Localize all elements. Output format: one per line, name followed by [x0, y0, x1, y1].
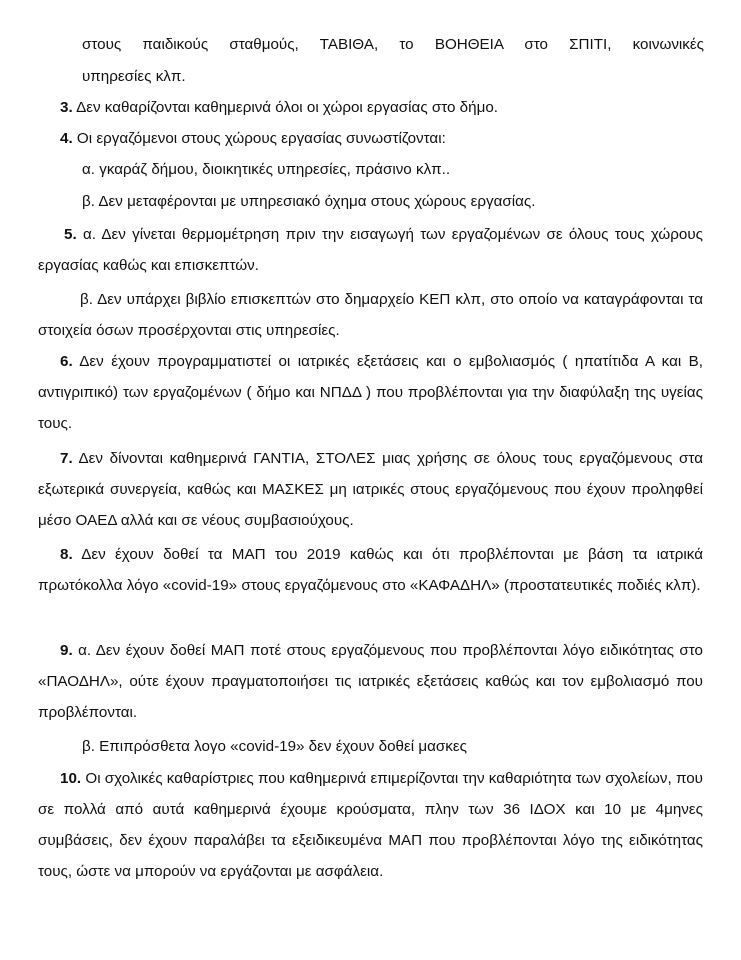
paragraph-6-text: Δεν έχουν προγραμματιστεί οι ιατρικές εξετάσεις και ο εμβολιασμός ( ηπατίτιδα Α και Β, αντιγριπικό) των εργαζομένων ( δήμο και ΝΠΔΔ ) που προβλέπονται για την διαφύλαξη της υγείας τους.	[38, 353, 703, 432]
paragraph-3-number: 3.	[60, 99, 73, 116]
paragraph-7-text: Δεν δίνονται καθημερινά ΓΑΝΤΙΑ, ΣΤΟΛΕΣ μιας χρήσης σε όλους τους εργαζόμενους στα εξωτερικά συνεργεία, καθώς και ΜΑΣΚΕΣ μη ιατρικές στους εργαζόμενους που έχουν προληφθεί μέσο ΟΑΕΔ αλλά και σε νέους συμβασιούχους.	[38, 450, 703, 529]
paragraph-3-text: Δεν καθαρίζονται καθημερινά όλοι οι χώροι εργασίας στο δήμο.	[76, 99, 499, 116]
paragraph-5-item-a	[38, 219, 703, 281]
paragraph-9-item-a	[38, 635, 703, 728]
paragraph-4	[60, 123, 446, 154]
paragraph-9-item-a-text: α. Δεν έχουν δοθεί ΜΑΠ ποτέ στους εργαζόμενους που προβλέπονται λόγο ειδικότητας στο «ΠΑΟΔΗΛ», ούτε έχουν πραγματοποιήσει τις ιατρικές εξετάσεις καθώς και τον εμβολιασμό που προβλέπονται.	[38, 642, 703, 721]
paragraph-8-text: Δεν έχουν δοθεί τα ΜΑΠ του 2019 καθώς και ότι προβλέπονται με βάση τα ιατρικά πρωτόκολλα λόγο «covid-19» στους εργαζόμενους στο «ΚΑΦΑΔΗΛ» (προστατευτικές ποδιές κλπ).	[38, 546, 703, 594]
paragraph-2-line-2: υπηρεσίες κλπ.	[82, 68, 186, 85]
paragraph-6	[38, 346, 703, 439]
paragraph-9-item-b: β. Επιπρόσθετα λογο «covid-19» δεν έχουν δοθεί μασκες	[82, 738, 467, 755]
paragraph-2-continuation	[82, 29, 704, 60]
paragraph-10	[38, 763, 703, 887]
paragraph-7	[38, 443, 703, 536]
paragraph-3	[60, 92, 498, 123]
paragraph-4-number: 4.	[60, 130, 73, 147]
paragraph-4-item-a: α. γκαράζ δήμου, διοικητικές υπηρεσίες, πράσινο κλπ..	[82, 161, 451, 178]
paragraph-6-number: 6.	[60, 353, 73, 370]
paragraph-4-text: Οι εργαζόμενοι στους χώρους εργασίας συνωστίζονται:	[76, 130, 446, 147]
paragraph-7-number: 7.	[60, 450, 73, 467]
paragraph-2-line-1: στους παιδικούς σταθμούς, ΤΑΒΙΘΑ, το ΒΟΗΘΕΙΑ στο ΣΠΙΤΙ, κοινωνικές	[82, 36, 704, 53]
paragraph-8	[38, 539, 703, 601]
paragraph-5-item-b	[38, 284, 703, 346]
paragraph-10-text: Οι σχολικές καθαρίστριες που καθημερινά επιμερίζονται την καθαριότητα των σχολείων, που σε πολλά από αυτά καθημερινά έχουμε κρούσματα, πλην των 36 ΙΔΟΧ και 10 με 4μηνες συμβάσεις, δεν έχουν παραλάβει τα εξειδικευμένα ΜΑΠ που προβλέπονται λόγο της ειδικότητας τους, ώστε να μπορούν να εργάζονται με ασφάλεια.	[38, 770, 703, 880]
paragraph-10-number: 10.	[60, 770, 82, 787]
paragraph-5-item-b-text: β. Δεν υπάρχει βιβλίο επισκεπτών στο δημαρχείο ΚΕΠ κλπ, στο οποίο να καταγράφονται τα στοιχεία όσων προσέρχονται στις υπηρεσίες.	[38, 291, 703, 339]
paragraph-8-number: 8.	[60, 546, 73, 563]
paragraph-9-number: 9.	[60, 642, 73, 659]
paragraph-5-item-a-text: α. Δεν γίνεται θερμομέτρηση πριν την εισαγωγή των εργαζομένων σε όλους τους χώρους εργασίας καθώς και επισκεπτών.	[38, 226, 703, 274]
paragraph-5-number: 5.	[64, 226, 77, 243]
paragraph-4-item-b: β. Δεν μεταφέρονται με υπηρεσιακό όχημα στους χώρους εργασίας.	[82, 193, 536, 210]
